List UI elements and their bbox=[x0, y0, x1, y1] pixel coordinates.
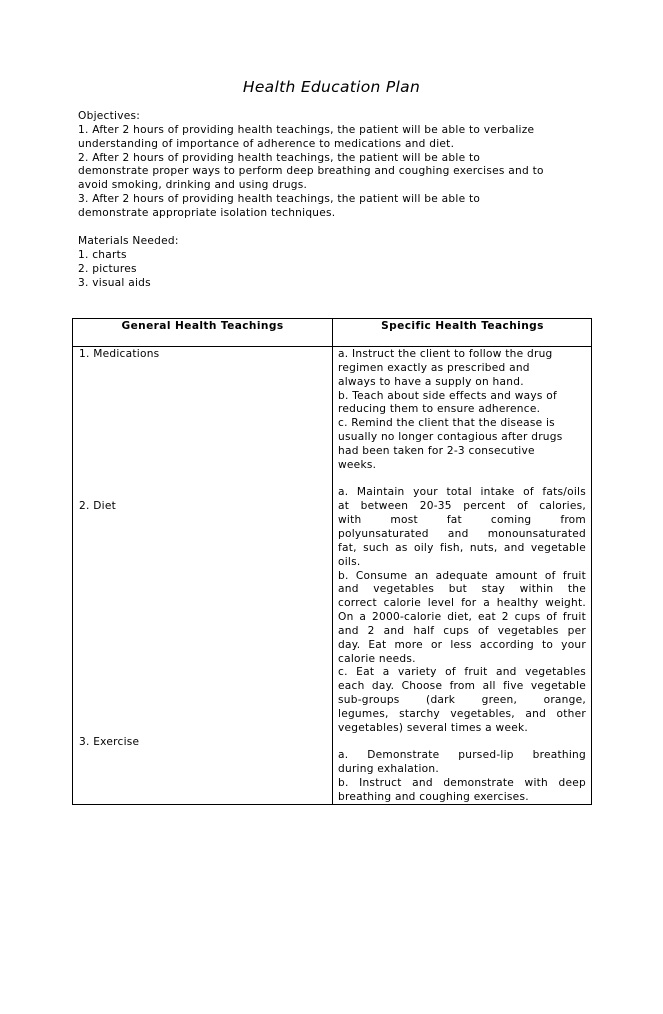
exercise-line: b. Instruct and demonstrate with deep bbox=[338, 777, 586, 790]
objective-line: 3. After 2 hours of providing health teachings, the patient will be able to bbox=[78, 193, 481, 206]
column-divider bbox=[332, 319, 333, 804]
diet-line: polyunsaturated and monounsaturated bbox=[338, 527, 586, 540]
medications-line: weeks. bbox=[338, 458, 377, 471]
diet-line: with most fat coming from bbox=[338, 514, 586, 527]
objective-line: 1. After 2 hours of providing health teachings, the patient will be able to verbalize bbox=[78, 123, 535, 136]
general-medications: 1. Medications bbox=[79, 348, 160, 360]
materials-item: 1. charts bbox=[78, 248, 127, 261]
medications-line: c. Remind the client that the disease is bbox=[338, 417, 555, 430]
medications-line: reducing them to ensure adherence. bbox=[338, 403, 541, 416]
medications-line: always to have a supply on hand. bbox=[338, 375, 524, 388]
diet-line: On a 2000-calorie diet, eat 2 cups of fruit bbox=[338, 611, 586, 624]
materials-item: 2. pictures bbox=[78, 262, 137, 275]
medications-line: regimen exactly as prescribed and bbox=[338, 361, 530, 374]
header-general: General Health Teachings bbox=[121, 320, 284, 332]
exercise-line: during exhalation. bbox=[338, 763, 439, 776]
diet-line: correct calorie level for a healthy weight. bbox=[338, 597, 586, 610]
diet-line: sub-groups (dark green, orange, bbox=[338, 694, 586, 707]
diet-line: and vegetables but stay within the bbox=[338, 583, 586, 596]
medications-line: a. Instruct the client to follow the drug bbox=[338, 348, 553, 360]
exercise-line: a. Demonstrate pursed-lip breathing bbox=[338, 749, 586, 762]
page-title: Health Education Plan bbox=[242, 78, 421, 96]
objectives-heading: Objectives: bbox=[78, 110, 141, 122]
health-teachings-table bbox=[72, 318, 592, 805]
general-diet: 2. Diet bbox=[79, 500, 116, 512]
header-divider bbox=[73, 346, 591, 347]
objective-line: demonstrate proper ways to perform deep breathing and coughing exercises and to bbox=[78, 165, 544, 178]
diet-line: vegetables) several times a week. bbox=[338, 721, 528, 734]
specific-teachings bbox=[338, 348, 586, 805]
diet-line: fat, such as oily fish, nuts, and vegetable bbox=[338, 541, 586, 554]
diet-line: calorie needs. bbox=[338, 652, 416, 665]
diet-line: and 2 and half cups of vegetables per bbox=[338, 624, 586, 637]
objective-line: 2. After 2 hours of providing health teachings, the patient will be able to bbox=[78, 151, 481, 164]
header-specific: Specific Health Teachings bbox=[381, 320, 544, 332]
diet-line: c. Eat a variety of fruit and vegetables bbox=[338, 666, 586, 679]
medications-line: usually no longer contagious after drugs bbox=[338, 431, 563, 444]
diet-line: each day. Choose from all five vegetable bbox=[338, 680, 586, 693]
objective-line: avoid smoking, drinking and using drugs. bbox=[78, 179, 308, 192]
materials-item: 3. visual aids bbox=[78, 276, 151, 289]
general-exercise: 3. Exercise bbox=[79, 736, 140, 748]
objective-line: demonstrate appropriate isolation techniques. bbox=[78, 206, 336, 219]
objective-line: understanding of importance of adherence to medications and diet. bbox=[78, 137, 455, 150]
materials-heading: Materials Needed: bbox=[78, 235, 179, 247]
medications-line: b. Teach about side effects and ways of bbox=[338, 389, 557, 402]
objectives-section bbox=[78, 110, 598, 221]
diet-line: at between 20-35 percent of calories, bbox=[338, 500, 586, 513]
diet-line: oils. bbox=[338, 555, 361, 568]
medications-line: had been taken for 2-3 consecutive bbox=[338, 444, 535, 457]
diet-line: a. Maintain your total intake of fats/oils bbox=[338, 486, 586, 499]
diet-line: b. Consume an adequate amount of fruit bbox=[338, 569, 586, 582]
materials-section bbox=[78, 235, 598, 290]
diet-line: legumes, starchy vegetables, and other bbox=[338, 707, 586, 720]
exercise-line: breathing and coughing exercises. bbox=[338, 791, 529, 803]
diet-line: day. Eat more or less according to your bbox=[338, 638, 586, 651]
